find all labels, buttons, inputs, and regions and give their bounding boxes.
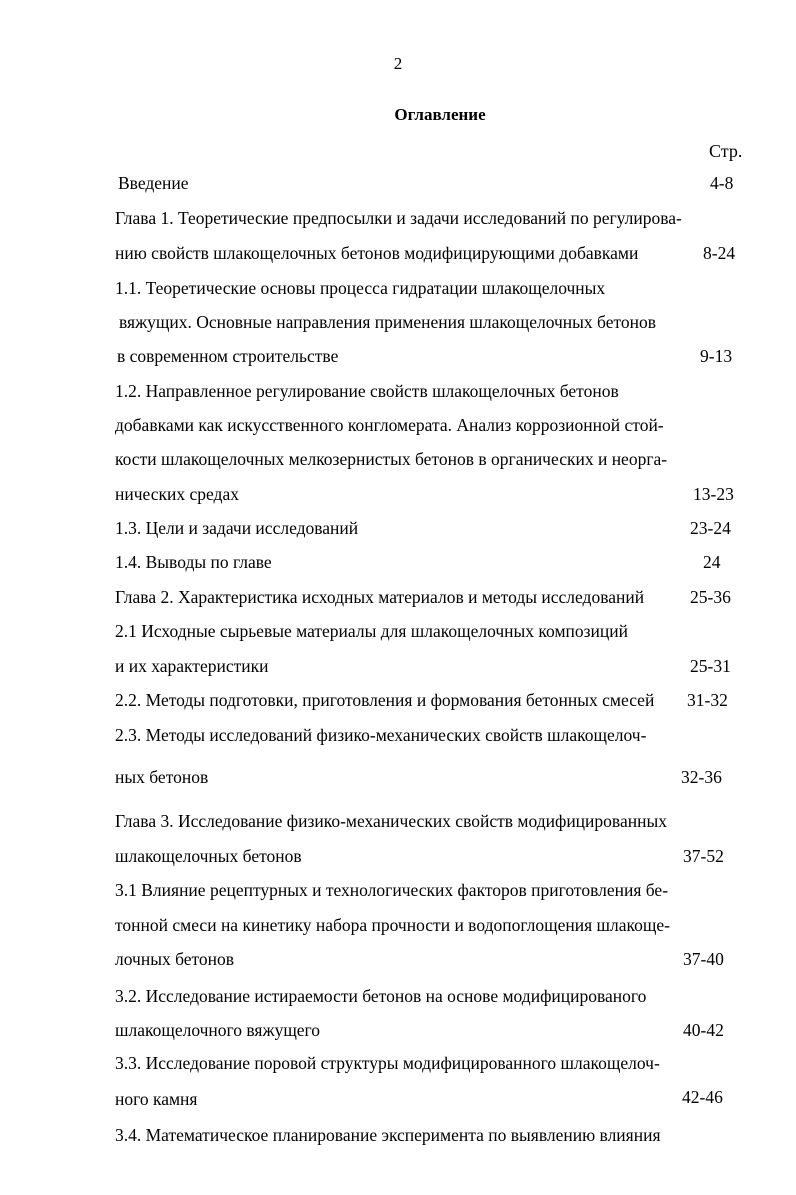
toc-entry-pages: 4-8 bbox=[710, 173, 734, 193]
toc-entry-text: тонной смеси на кинетику набора прочности и водопоглощения шлакоще- bbox=[115, 915, 670, 935]
toc-entry-text: 2.1 Исходные сырьевые материалы для шлакощелочных композиций bbox=[115, 621, 629, 641]
toc-entry-pages: 8-24 bbox=[703, 243, 736, 263]
toc-entry-text: нию свойств шлакощелочных бетонов модифицирующими добавками bbox=[115, 243, 639, 263]
page-number: 2 bbox=[393, 54, 403, 73]
toc-entry-pages: 37-40 bbox=[683, 949, 724, 969]
toc-entry-text: кости шлакощелочных мелкозернистых бетонов в органических и неорга- bbox=[115, 449, 668, 469]
toc-entry-text: шлакощелочного вяжущего bbox=[115, 1020, 321, 1040]
toc-entry-text: 1.3. Цели и задачи исследований bbox=[115, 518, 359, 538]
toc-entry-text: 2.3. Методы исследований физико-механических свойств шлакощелоч- bbox=[115, 725, 647, 745]
toc-entry-text: добавками как искусственного конгломерата. Анализ коррозионной стой- bbox=[115, 415, 664, 435]
toc-entry-pages: 9-13 bbox=[700, 346, 733, 366]
toc-entry-text: 3.1 Влияние рецептурных и технологических факторов приготовления бе- bbox=[115, 880, 669, 900]
toc-entry-text: вяжущих. Основные направления применения шлакощелочных бетонов bbox=[119, 312, 657, 332]
toc-entry-text: лочных бетонов bbox=[115, 949, 235, 969]
toc-entry-text: в современном строительстве bbox=[117, 346, 339, 366]
toc-entry-text: Глава 1. Теоретические предпосылки и задачи исследований по регулирова- bbox=[115, 208, 682, 228]
toc-entry-pages: 23-24 bbox=[690, 518, 731, 538]
toc-entry-text: 3.3. Исследование поровой структуры модифицированного шлакощелоч- bbox=[115, 1053, 660, 1073]
toc-entry-text: 3.2. Исследование истираемости бетонов на основе модифицированого bbox=[115, 986, 647, 1006]
page-column-header: Стр. bbox=[709, 141, 743, 161]
toc-entry-pages: 32-36 bbox=[681, 767, 722, 787]
toc-entry-text: ного камня bbox=[115, 1089, 198, 1109]
toc-entry-text: Введение bbox=[118, 173, 189, 193]
toc-entry-pages: 25-36 bbox=[690, 587, 731, 607]
toc-entry-text: Глава 3. Исследование физико-механических свойств модифицированных bbox=[115, 811, 667, 831]
toc-entry-text: Глава 2. Характеристика исходных материалов и методы исследований bbox=[115, 587, 645, 607]
toc-entry-pages: 24 bbox=[703, 552, 721, 572]
toc-entry-text: шлакощелочных бетонов bbox=[115, 846, 302, 866]
toc-entry-pages: 13-23 bbox=[693, 484, 734, 504]
toc-entry-text: 1.2. Направленное регулирование свойств шлакощелочных бетонов bbox=[115, 381, 619, 401]
toc-entry-pages: 25-31 bbox=[690, 656, 731, 676]
toc-entry-text: ных бетонов bbox=[115, 767, 209, 787]
toc-entry-text: 3.4. Математическое планирование эксперимента по выявлению влияния bbox=[115, 1125, 661, 1145]
toc-entry-text: и их характеристики bbox=[115, 656, 269, 676]
toc-entry-text: 1.4. Выводы по главе bbox=[115, 552, 272, 572]
toc-entry-pages: 42-46 bbox=[682, 1087, 723, 1107]
toc-entry-text: 2.2. Методы подготовки, приготовления и формования бетонных смесей bbox=[115, 690, 655, 710]
toc-entry-text: 1.1. Теоретические основы процесса гидратации шлакощелочных bbox=[115, 278, 606, 298]
toc-entry-pages: 31-32 bbox=[687, 690, 728, 710]
toc-entry-text: нических средах bbox=[115, 484, 239, 504]
toc-entry-pages: 37-52 bbox=[683, 846, 724, 866]
toc-entry-pages: 40-42 bbox=[683, 1020, 724, 1040]
toc-title: Оглавление bbox=[394, 105, 486, 124]
